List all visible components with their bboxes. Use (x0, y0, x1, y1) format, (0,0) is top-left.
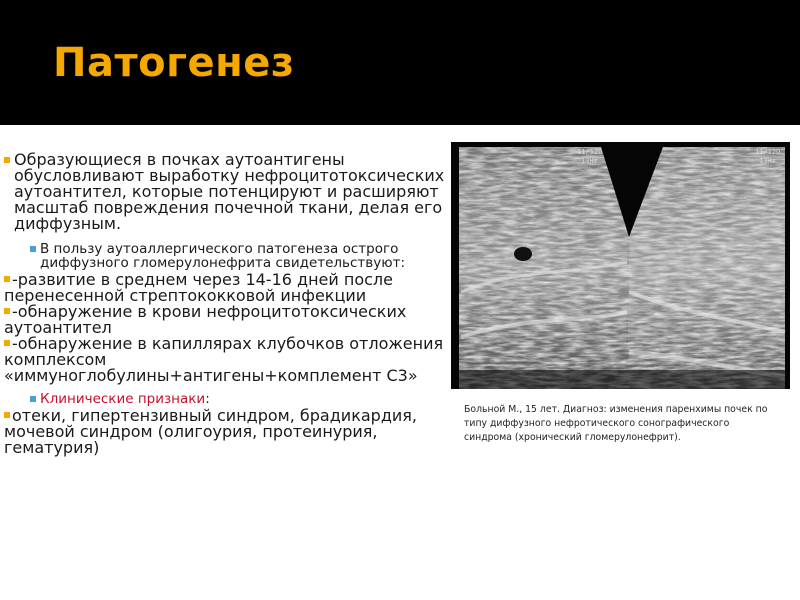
left-label-1: 11/12D (577, 148, 603, 156)
evidence-item-text: -обнаружение в крови нефроцитотоксических аутоантител (4, 302, 407, 337)
slide-title: Патогенез (53, 40, 295, 86)
slide-body (4, 152, 449, 456)
signs-heading (30, 392, 449, 406)
square-bullet-icon (4, 340, 10, 346)
evidence-heading-text: В пользу аутоаллергического патогенеза острого диффузного гломерулонефрита свидетельствуют: (40, 241, 406, 271)
square-bullet-icon (4, 412, 10, 418)
evidence-item (4, 272, 449, 304)
evidence-item-text: -обнаружение в капиллярах клубочков отложения комплексом «иммуноглобулины+антигены+комплемент С3» (4, 334, 444, 385)
ultrasound-image (451, 142, 790, 389)
evidence-item (4, 304, 449, 336)
ultrasound-scan-graphic (451, 142, 790, 389)
evidence-item-text: -развитие в среднем через 14-16 дней после перенесенной стрептококковой инфекции (4, 270, 393, 305)
square-bullet-icon (4, 157, 10, 163)
signs-item (4, 408, 449, 456)
left-label-2: 13Hz (581, 157, 598, 165)
intro-paragraph (4, 152, 449, 232)
signs-heading-colon: : (205, 391, 210, 407)
signs-text: отеки, гипертензивный синдром, брадикардия, мочевой синдром (олигоурия, протеинурия, гематурия) (4, 406, 417, 457)
dark-spot (514, 247, 532, 261)
square-bullet-icon (4, 308, 10, 314)
signs-heading-text: Клинические признаки (40, 391, 206, 407)
square-bullet-icon (4, 276, 10, 282)
evidence-heading (30, 242, 449, 270)
square-bullet-icon (30, 396, 36, 402)
right-label-2: 13Hz (759, 157, 776, 165)
right-label-1: 11/12D (755, 148, 781, 156)
image-caption: Больной М., 15 лет. Диагноз: изменения паренхимы почек по типу диффузного нефротического сонографического синдрома (хронический гломерулонефрит). (464, 404, 768, 443)
square-bullet-icon (30, 246, 36, 252)
evidence-item (4, 336, 449, 384)
intro-text: Образующиеся в почках аутоантигены обусловливают выработку нефроцитотоксических аутоантител, которые потенцируют и расширяют масштаб повреждения почечной ткани, делая его диффузным. (14, 150, 445, 233)
